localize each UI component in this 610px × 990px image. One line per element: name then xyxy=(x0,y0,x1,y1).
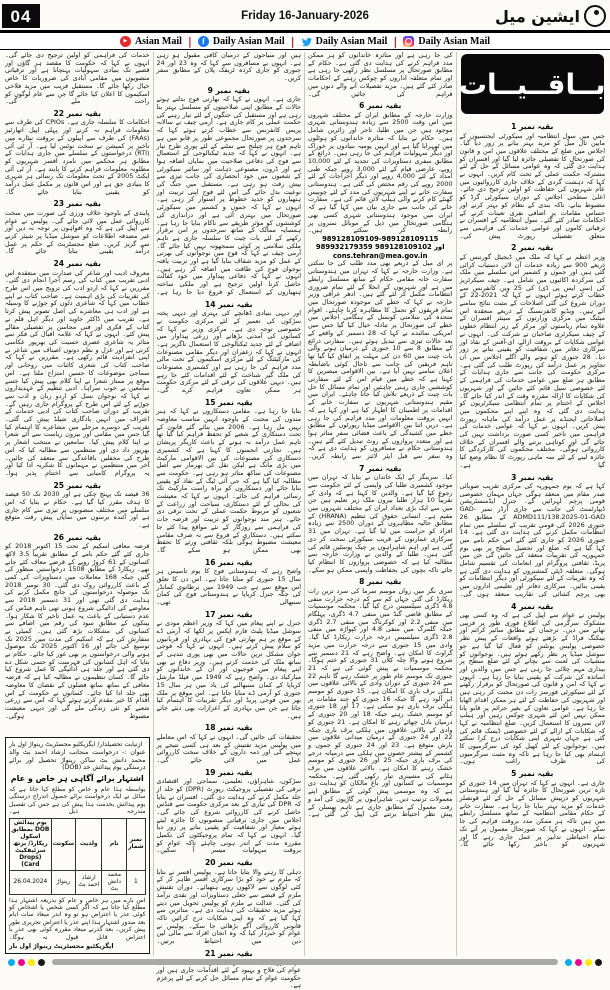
column-right xyxy=(457,52,609,956)
section-heading: بقیہ نمبر 19 xyxy=(205,767,253,777)
notice-intro: بواسطہ ہذا عام و خاص کو مطلع کیا جاتا ہے کہ سائل نے ایک درخواست برائے حصول اندراج درستگی یوم پیدائش بخدمت ہذا پیش کی ہے جس کی تفصیل مندرجہ ذیل ہے۔ xyxy=(9,785,146,816)
print-mark-dot xyxy=(28,959,35,966)
twitter-handle: Daily Asian Mail xyxy=(315,35,388,47)
body-text: سری نگر میں رواں موسم سرما کی سرد ترین رات ریکارڈ کی گئی جہاں کم سے کم درجہ حرارت منفی 4.8 ڈگری سیلسیس درج کیا گیا۔ محکمہ موسمیات کے مطابق قاضی گنڈ میں منفی 4.7 ڈگری، پہلگام میں منفی 2.2 اور کوکرناگ میں منفی 2.7 ڈگری جبکہ گلمرگ میں منفی 4.8 اور کپواڑہ میں منفی 2.8 ڈگری سیلسیس درجہ حرارت ریکارڈ کیا گیا۔ وادی میں 15 جنوری سے درجہ حرارت میں مزید گراوٹ کا امکان ہے۔ واضح رہے کہ 21 دسمبر سے شروع ہونے والا چلہ کلاں 31 جنوری کو ختم ہوگا۔ محکمہ موسمیات نے پیش گوئی کی ہے کہ 21 جنوری تک موسم عام طور پر خشک رہے گا تاہم 22 سے 24 جنوری کے دوران وادی کے بالائی علاقوں میں ہلکی برف باری کا امکان ہے۔ 15 جنوری کو موسم ابر آلود رہے گا جبکہ 16 جنوری کو چند مقامات پر ہلکی برف باری ہو سکتی ہے۔ 17 اور 18 جنوری کو موسم خشک رہنے جبکہ 18 اور 20 جنوری کے درمیان بادل چھائے رہنے کا امکان ہے۔ 21 جنوری کو وادی کے بالائی علاقوں میں ہلکی برف باری جبکہ 22 اور 24 جنوری کے درمیان میدانی علاقوں میں بارش متوقع ہے۔ 23 اور 24 جنوری کو جموں و کشمیر کے بیشتر حصوں میں ہلکی سے درمیانہ درجے کی برف باری جبکہ 25 اور 26 جنوری کو موسم خشک رہنے کا امکان ہے۔ بالائی علاقوں میں برف ہٹانے کی مشینری تیار رکھی گئی ہے۔ محکمہ موسمیات نے کسانوں اور باغ مالکان کو ہدایت دی ہے کہ وہ موسمی پیش گوئی کے مطابق اپنے معمولات ترتیب دیں۔ شاہراہوں پر گاڑیوں کی آمد و رفت معمول کے مطابق جاری ہے تاہم پھسلن کے پیش نظر احتیاط برتنے کی اپیل کی گئی ہے۔ xyxy=(308,586,453,819)
body-text: وزارت خارجہ کے مطابق ایران کے مختلف شہروں میں اس وقت 2500 سے زیادہ ہندوستانی شہری موجود ہیں جن میں طلبا، تاجر اور زائرین شامل ہیں۔ حکام نے بتایا کہ متاثرہ خاندانوں کو ہوٹلوں میں ٹھہرایا گیا ہے اور انہیں یومیہ بنیادوں پر خوراک اور دیگر سہولیات فراہم کی جا رہی ہیں۔ ذرائع کے مطابق سفری دستاویزات کی تجدید کے لئے 10,000 روپے، عارضی قیام کے لئے 3,000 روپے جبکہ طبی امداد کے لئے 4,000 روپے اور دیگر اخراجات کے لئے 2000 روپے کی رقم مختص کی گئی ہے۔ ہندوستانی سفارت خانے نے اپنے شہریوں کی مدد کے لئے چوبیس گھنٹے کام کرنے والی ہیلپ لائن قائم کی ہے۔ سفارت خانے کی جانب سے جاری بیان میں کہا گیا ہے کہ ایران میں موجود ہندوستانی شہری کسی بھی ہنگامی صورتحال میں ذیل کے موبائل نمبروں پر رابطہ کر سکتے ہیں۔ xyxy=(308,110,453,235)
notice-headline: اشتہار برائے آگاہی ہر خاص و عام xyxy=(10,774,144,784)
body-text: جاری ہے۔ انہوں نے کہا کہ تہران میں 14 جنوری کو تازہ ترین صورتحال کا جائزہ لیا گیا اور ہندوستانی شہریوں کو درپیش مسائل کے حل کے لئے قونصلر خدمات کو مزید بہتر بنایا جا رہا ہے۔ سفارت خانے کے حکام مقامی انتظامیہ کے ساتھ مسلسل رابطے میں ہیں تاکہ ہر ممکن مدد بروقت فراہم کی جا سکے۔ انہوں نے کہا کہ صورتحال معمول پر آنے تک تمام احتیاطی تدابیر پر عمل جاری رہے گا اور شہریوں کو باخبر رکھا جائے گا۔ xyxy=(459,778,605,849)
body-text: جس میں سول انتظامیہ اور سیکورٹی ایجنسیوں کے مابین تال میل کو مزید بہتر بنانے پر زور دیا گیا۔ اجلاس میں ضلع کے مختلف علاقوں میں امن و قانون کی صورتحال کا تفصیلی جائزہ لیا گیا اور افسران کو ہدایت دی گئی کہ وہ عوامی مسائل کے حل کے لئے مشترکہ حکمت عملی کے تحت کام کریں۔ انہوں نے کہا کہ دہشت گردی کے خلاف جاری کارروائیوں میں عام شہریوں کی حفاظت کو اولین ترجیح دی جائے۔ اعلیٰ سطحی اجلاس کے دوران سیکورٹی گرڈ کو مضبوط بنانے، ناکہ بندی کے نظام کو بہتر کرنے اور حساس مقامات پر اضافی نفری تعینات کرنے کے احکامات صادر کئے گئے۔ سول انتظامیہ کے افسران نے ترقیاتی کاموں اور عوامی خدمات کی فراہمی سے متعلق تفصیلی رپورٹ پیش کی۔ xyxy=(459,131,605,240)
social-bar xyxy=(0,33,610,49)
body-text: 989932179359 اور 989128109102 xyxy=(315,243,445,252)
body-text: احکامات کا سلسلہ جاری ہے۔ CPIOs کی طرف سے معلومات فراہم نہ کرنے اور پہلی اپیل اتھارٹیز (FAAs) کی طرف سے اپیلوں کے بروقت نپٹارے میں تاخیر پر کمیشن نے سخت نوٹس لیا ہے۔ آر ٹی آئی (RTI) درخواستوں کے سلسلے میں جاری ہدایات کے مطابق ہر محکمے میں نامزد افسر شہریوں کو مطلوبہ معلومات فراہم کرنے کا پابند ہے۔ آر ٹی آئی ایکٹ 2005 کے تحت معلومات تک رسائی ہر شہری کا بنیادی حق ہے اور اس قانون پر مکمل عمل درآمد کو یقینی بنایا جائے گا۔ xyxy=(5,118,150,196)
print-mark-dot xyxy=(585,959,592,966)
notice-body: اس بارے میں ہر خاص و عام کو بذریعہ اشتہار ہذا مطلع کیا جاتا ہے کہ اگر کسی شخص یا اشخاص کو کوئی عذر یا اعتراض ہو تو وہ اندر میعاد سات ایام بعد صدور اشتہار ہذا اپنے عذر یا اعتراض تحریری طور پیش کریں۔ بعد گذرنے میعاد مقررہ کوئی بھی عذر یا اعتراض قابل قبول نہ ہوگا۔ xyxy=(9,896,146,941)
youtube-icon: ▶ xyxy=(120,36,131,47)
column-right-text xyxy=(460,119,606,956)
section-heading: بقیہ نمبر 17 xyxy=(205,609,253,619)
newspaper-logo-text: ایشین میل xyxy=(495,6,580,26)
section-heading: بقیہ نمبر 26 xyxy=(53,532,101,542)
section-heading: بقیہ نمبر 24 xyxy=(53,259,101,269)
separator: | xyxy=(187,34,192,48)
body-text: کی جا رہی ہے اور متاثرہ خاندانوں کو ہر ممکن مدد فراہم کرنے کی ہدایت دی گئی ہے۔ حکام کے مطابق صورتحال پر مسلسل نظر رکھی جا رہی ہے اور تمام متعلقہ اداروں کو چوکس رہنے کے احکامات صادر کئے گئے ہیں۔ مزید تفصیلات آنے والے دنوں میں فراہم کی جائیں گی۔ xyxy=(308,51,453,98)
body-text: دہلی کا رہنے والا بتایا جاتا ہے۔ پولیس افسر نے بتایا کہ ملزم نے خود کو بڑا سرکاری افسر ظاہر کر کے کئی لوگوں سے لاکھوں روپے ہتھیائے۔ دوران تفتیش ملزم کے قبضے سے جعلی دستاویزات اور نقدی برآمد کی گئی۔ عدالت نے ملزم کو پولیس تحویل میں دیتے ہوئے مزید تحقیقات کی ہدایت دی ہے۔ متاثرین سے کہا گیا ہے کہ وہ اپنی شکایات درج کرائیں تاکہ قانونی کارروائی آگے بڑھائی جا سکے۔ پولیس نے عوام کو خبردار کیا کہ وہ انجان افراد سے مالی لین دین میں احتیاط برتیں۔ xyxy=(156,867,301,946)
body-text: واضح رہے کہ ہندوستانی فوج کا یوم تاسیس ہر سال 15 جنوری کو منایا جاتا ہے۔ اس دن کا تعلق اس موقع سے ہے جب 1949 میں برطانوی کمانڈر کی جگہ جنرل کریاپا نے ہندوستانی فوج کی کمان سنبھالی تھی۔ xyxy=(156,567,301,606)
section-heading: بقیہ نمبر 9 xyxy=(207,85,250,95)
separator: | xyxy=(393,34,398,48)
col-name: نام xyxy=(102,818,127,870)
youtube-handle: Asian Mail xyxy=(134,35,182,47)
notice-signature: ایگزیکٹیو مجسٹریٹ رینواڑ اول بار xyxy=(9,943,114,950)
print-mark-dot xyxy=(595,959,602,966)
baqiyat-section-header xyxy=(458,54,606,114)
body-text: معروف ادیب اور شاعر کی صدارت میں منعقدہ اس ادبی تقریب میں کتاب کی رسم اجرا انجام دی گئی۔ مقررین نے کہا کہ اردو ادب کی ترویج میں اس طرح کی تقریبات کی بڑی اہمیت ہے۔ صاحب کتاب نے اپنے خطاب میں کہا کہ شاعری دلوں کو جوڑنے کا وسیلہ ہے اور ادب ہی معاشرے کی اصل تصویر پیش کرتا ہے۔ تقریب میں ڈاکٹر جاوید اور دیگر اہل قلم نے کتاب کے فکری اور فنی محاسن پر تفصیلی مقالے پیش کئے۔ انہوں نے کہا کہ علامہ اقبال کی فکر سے متاثر یہ شاعری عصری حسیت کی بھرپور عکاسی کرتی ہے اور غزل و نظم دونوں اصناف میں شاعر نے اپنی انفرادیت قائم رکھی ہے۔ مقررین نے کہا کہ صاحب کتاب کی شعری کائنات میں روحانی اور سماجی موضوعات کا حسین امتزاج ملتا ہے۔ اس موقع پر ممتاز شعرا نے اپنا کلام بھی پیش کیا جسے سامعین نے خوب سراہا۔ ادبی تنظیم کے عہدیداروں نے کہا کہ نوجوان نسل کو اردو زبان و ادب سے جوڑنے کے لئے اس طرح کے پروگرام جاری رہیں گے۔ تقریب کے دوران صاحب کتاب کی ادبی خدمات کے اعتراف میں انہیں یادگاری شیلڈ پیش کی گئی۔ تقریب کے دوسرے مرحلے میں مشاعرے کا اہتمام کیا گیا جس میں مقامی اور بیرون ریاست سے آئے شعرا نے اپنا کلام پیش کیا۔ سامعین نے منتخب اشعار پر بھرپور داد دی اور منتظمین سے مطالبہ کیا کہ اس طرح کی محفلیں باقاعدگی سے منعقد کی جائیں۔ آخر میں منتظمین نے مہمانوں کا شکریہ ادا کیا اور یہ پروگرام کامیابی سے اختتام پذیر ہوا۔ xyxy=(5,268,150,477)
body-text: ہیں اور سیاحوں کے درمیان کافی مقبول ہو رہی ہے۔ انہوں نے مسافروں سے کہا کہ وہ 23 اور 24 جنوری کو جاری کردہ ٹریفک پلان کے مطابق سفر کریں۔ xyxy=(156,51,301,83)
cell-father: ارشاد احمد بٹ xyxy=(76,870,102,894)
body-text: جاری ہے۔ انہوں نے کہا کہ بھارتی فوج بدلتے ہوئے حالات کے مطابق اپنی صلاحیتوں کو مسلسل بہتر بنا رہی ہے اور مستقبل کی جنگوں کے لئے تیار رہنے کی حکمت عملی پر کام جاری ہے۔ آرمی چیف نے سالانہ پریس کانفرنس سے خطاب کرتے ہوئے کہا کہ سرحدوں پر صورتحال مجموعی طور پر قابو میں ہے تاہم فوج ہر چیلنج سے نمٹنے کے لئے پوری طرح تیار ہے۔ انہوں نے کہا کہ جدید ٹیکنالوجی کے استعمال سے فوج کی دفاعی صلاحیت میں نمایاں اضافہ ہوا ہے اور ڈرون، مصنوعی ذہانت اور سائبر سیکورٹی کے شعبوں میں خود انحصاری کی جانب تیزی سے پیش رفت ہو رہی ہے۔ مستقبل میں جنگ کی نوعیت بدل جائے گی اس لئے فوج اپنی تربیت اور ہتھیاروں کو جدید خطوط پر استوار کر رہی ہے۔ انہوں نے کہا کہ جموں و کشمیر میں سیکورٹی صورتحال میں بہتری آئی ہے اور دراندازی کی کوششوں کو مؤثر طریقے سے ناکام بنایا جا رہا ہے۔ ہمسایہ ممالک کے ساتھ سرحدوں پر امن برقرار رکھنے کے لئے بات چیت کا سلسلہ جاری ہے تاہم ملکی سلامتی پر کوئی سمجھوتہ نہیں کیا جائے گا۔ آرمی چیف نے کہا کہ فوج میں نوجوانوں کی بھرتی کے عمل کو مزید شفاف بنایا گیا ہے اور تربیت یافتہ نوجوان فوج کی طاقت میں اضافہ کر رہے ہیں۔ انہوں نے کہا کہ دفاعی پیداوار میں خود کفالت حاصل کرنا اولین ترجیح ہے اور ملکی ساختہ ہتھیاروں کے استعمال کو فروغ دیا جا رہا ہے۔ xyxy=(156,95,301,296)
instagram-icon xyxy=(403,36,414,47)
issue-date: Friday 16-January-2026 xyxy=(241,10,369,22)
column-left xyxy=(2,52,154,956)
cell-name: محمد دانش بٹ xyxy=(102,870,127,894)
notice-title-line: عنوان :- درخواست منجانب ارشاد احمد بٹ والد محمد دانش بٹ ساکن رینواڑ تحصیل اور برائے درستگی یوم پیدائش خد (DOB) xyxy=(9,749,146,772)
body-text: تحقیقات کی جائیں گی۔ انہوں نے کہا کہ اس معاملے میں پولیس مزید تفتیش کے بعد ہی کسی نتیجے پر پہنچے گی اور ذمہ داروں کے خلاف سخت کارروائی عمل میں لائی جائے گی۔ xyxy=(156,732,301,764)
notice-table xyxy=(9,818,146,895)
body-text: پولیس نے عوام سے اپیل کی ہے کہ وہ کسی بھی مشکوک سرگرمی کی اطلاع فوری طور پر قریبی تھانے میں دیں۔ ترجمان کے مطابق سائبر کرائم اور بینکنگ فراڈ کے بڑھتے ہوئے واقعات کے پیش نظر خصوصی پولیس یونٹس کو فعال کیا گیا ہے جو سوشل میڈیا پر نظر رکھے ہوئے ہیں۔ نوجوانوں کو منشیات کی لعنت سے بچانے کے لئے ضلع سطح پر بیداری مہم چلائی جا رہی ہے جس میں والدین اور اساتذہ کی شرکت کو یقینی بنایا جا رہا ہے۔ انہوں نے کہا کہ امن و قانون کی صورتحال کو برقرار رکھنے کے لئے سیکورٹی فورسز رات دن محنت کر رہی ہیں اور شہریوں کی حفاظت کے لئے ہر ممکن اقدام اٹھایا جا رہا ہے۔ عوامی تعاون کے بغیر جرائم پر قابو پانا ممکن نہیں اس لئے شہری چوکس رہیں اور ہیلپ لائن نمبروں کا استعمال کریں۔ ضلع انتظامیہ نے کہا کہ شکایات کے ازالے کے لئے خصوصی ڈیسک قائم کی گئی ہے جہاں شہری اپنی شکایات درج کرا سکتے ہیں۔ نوجوانوں کے لئے کھیل کود کی سرگرمیوں کا اہتمام بھی کیا جا رہا ہے تاکہ وہ مثبت سرگرمیوں کی طرف راغب ہوں۔ xyxy=(459,611,605,766)
notice-office-line: ازنیابت تحصیلدار/ ایگزیکٹیو مجسٹریٹ رینواڑ اول بار xyxy=(9,741,143,749)
cell-serial: 1 xyxy=(127,870,145,894)
section-heading: بقیہ نمبر 4 xyxy=(511,601,554,611)
column-mid-left-text xyxy=(157,52,302,990)
body-text: کیا۔ سرینگر کے ایک خاندان نے بتایا کہ تہران میں موجود کشمیری طلبا کی واپسی کے لئے حکومت سے رجوع کیا گیا ہے۔ والدین کا کہنا ہے کہ وادی کے تقریباً 10 ہزار طلبا بیرون ملک زیر تعلیم ہیں جن میں سے ایک بڑی تعداد ایران کے مختلف شہروں میں مقیم ہے۔ انسانی حقوق کی تنظیم (HRANA) کے مطابق حالیہ مظاہروں کے دوران 2500 سے زیادہ افراد کو حراست میں لیا گیا ہے۔ تہران میں 31 سرکاری عمارتوں کے قریب سیکورٹی سخت کر دی گئی ہے اور اہم شاہراہوں پر چیک پوسٹیں قائم کی گئی ہیں۔ طلبا کے والدین نے وزارت خارجہ سے مطالبہ کیا ہے کہ خصوصی پروازوں کا انتظام کیا جائے تاکہ بچوں کی بحفاظت واپسی ممکن ہو سکے۔ xyxy=(308,473,453,574)
column-mid-left xyxy=(154,51,306,990)
body-text: 989128109109-989128109115 xyxy=(322,234,439,243)
body-text: وزیر اعظم نے کہا کہ ملک میں ڈیجیٹل گورننس کے ذریعے 900 سے زیادہ خدمات آن لائن دستیاب کرائی گئی ہیں اور جموں و کشمیر اس سلسلے میں ملک کی سرکردہ اکائیوں میں شامل ہے۔ چیف سیکرٹریز کی (سی ایس پی ڈی) کی 25 ویں کانفرنس سے خطاب کرتے ہوئے انہوں نے کہا کہ 2021-22 کے دوران شروع کی گئی اصلاحات کے مثبت نتائج سامنے آئے ہیں۔ ویڈیو کانفرنسنگ کے ذریعے منعقدہ اس میٹنگ میں مرکزی وزارتوں کے سینئر افسران کے علاوہ تمام ریاستوں اور مرکز کے زیر انتظام خطوں کے چیف سیکرٹری صاحبان نے شرکت کی۔ انہوں نے عوامی شکایات کے بروقت ازالے، ای-آفس کے نفاذ اور سرکاری دفاتر میں شفافیت کو یقینی بنانے پر زور دیا۔ 28 جنوری کو ہونے والے اگلے اجلاس میں ان تجاویز پر عمل درآمد کی رپورٹ طلب کی گئی ہے۔ مرکزی حکومت کی جانب سے جاری ہدایات کے مطابق ہر ضلع میں عوامی خدمات کی فراہمی کے لئے خصوصی سیل قائم کئے جائیں گے اور شہریوں کی شکایات کا ازالہ مقررہ وقت کے اندر کیا جائے گا۔ اجلاس کے اختتام پر تمام انتظامی سیکرٹریوں کو ہدایت دی گئی کہ وہ اپنے اپنے محکموں میں اصلاحاتی ایجنڈے پر عمل درآمد کی ماہانہ رپورٹ پیش کریں۔ انہوں نے کہا کہ عوامی خدمات کی فراہمی میں تاخیر کسی صورت برداشت نہیں کی جائے گی اور کوتاہی برتنے والے افسران کے خلاف کارروائی ہوگی۔ مختلف محکموں کی کارکردگی کا جائزہ لینے کے لئے سہ ماہی رپورٹ کا نظام وضع کیا گیا ہے۔ xyxy=(459,252,606,469)
newspaper-logo xyxy=(495,5,606,27)
print-mark-dot xyxy=(18,959,25,966)
section-heading: بقیہ نمبر 23 xyxy=(53,199,101,209)
print-mark-dot xyxy=(565,959,572,966)
body-text: بتایا جا رہا ہے۔ مقامی دستکاروں نے کہا کہ ہنر مندوں کی محنت کے باوجود انہیں مناسب معاوضہ نہیں مل رہا ہے۔ 2006 میں بنائے گئے قانون کے تحت دستکاری کے شعبے کو تحفظ فراہم کیا گیا تھا تاہم عمل درآمد نہ ہونے کے باعث کاریگر پریشان ہیں۔ تجارتی انجمنوں کا کہنا ہے کہ کشمیری دستکاری کی مصنوعات کی بین الاقوامی مارکیٹ میں بڑی مانگ ہے لیکن نقل کی بھرمار سے اصل مصنوعات کی ساکھ متاثر ہو رہی ہے۔ حکومت سے مطالبہ کیا گیا ہے کہ جی آئی ٹیگ کے نفاذ کو یقینی بنایا جائے اور دستکاروں کو براہ راست مارکیٹ تک رسائی فراہم کی جائے۔ انہوں نے کہا کہ معیشت کی بحالی کے لئے دستکاری، سیاحت اور زراعت کے شعبوں کو مربوط حکمت عملی کے تحت ترقی دی جائے۔ ہنر مند نوجوانوں کو تربیت اور قرضہ جات کی فراہمی سے روزگار کے نئے مواقع پیدا کئے جا سکتے ہیں۔ دستکاری کے فروغ سے نہ صرف مقامی معیشت مضبوط ہوگی بلکہ ثقافتی ورثے کا تحفظ بھی ممکن ہو سکے گا۔ xyxy=(156,407,301,554)
instagram-handle: Daily Asian Mail xyxy=(418,35,491,47)
print-mark-dot xyxy=(8,959,15,966)
cell-dob: 26.04.2024 xyxy=(10,870,52,894)
section-heading: بقیہ نمبر 6 xyxy=(359,101,402,111)
body-text: کہا ہے کہ یوم جمہوریہ کی مرکزی تقریب صوبائی صدر مقام میں منعقد ہوگی جہاں مہمان خصوصی قومی پرچم لہرائیں گے۔ جنرل ایڈمنسٹریشن ڈیپارٹمنٹ کی جانب سے جاری آرڈر نمبر GAD-ADMD111/138.2025-01-GAD کے مطابق 26 جنوری 2026 کی قومی تقریب کے سلسلے میں تمام انتظامات مکمل کرنے کی ہدایت دی گئی ہے۔ 14 جنوری 2026 کو جاری کئے گئے اس حکم نامے میں کہا گیا ہے کہ ضلع اور تحصیل سطح پر بھی یوم جمہوریہ کی تقریبات منعقد کی جائیں گی جن میں پریڈ، ثقافتی پروگرام اور انعامات کی تقسیم شامل ہوگی۔ متعلقہ ڈپٹی کمشنروں کو ہدایت دی گئی ہے کہ وہ تقریبات کے لئے سیکورٹی اور دیگر انتظامات کو یقینی بنائیں۔ سرکاری دفاتر اور تعلیمی اداروں میں بھی پرچم کشائی کی تقاریب منعقد ہوں گی۔ xyxy=(459,482,605,598)
notice-table-row xyxy=(10,870,146,894)
col-serial: نمبر شمار xyxy=(127,818,145,870)
section-heading: بقیہ نمبر 8 xyxy=(359,577,402,587)
separator: | xyxy=(290,34,295,48)
twitter-icon xyxy=(301,36,312,47)
content-columns xyxy=(0,50,610,990)
print-mark-dot xyxy=(38,959,45,966)
notice-table-header-row xyxy=(10,818,146,870)
print-gray-bar xyxy=(52,959,558,965)
section-heading: بقیہ نمبر 5 xyxy=(511,769,554,779)
print-mark-dot xyxy=(575,959,582,966)
legal-notice-box xyxy=(5,737,150,954)
column-mid-right-text xyxy=(308,52,453,956)
column-mid-right xyxy=(305,52,457,956)
section-heading: بقیہ نمبر 1 xyxy=(511,122,554,131)
column-left-text xyxy=(5,52,150,733)
baqiyat-title: بــاقــیــات xyxy=(458,67,606,101)
print-registration-strip xyxy=(0,956,610,972)
masthead xyxy=(0,0,610,30)
body-text: سڑکوں، شاہراؤں، تعلیمی، سماجی اور اقتصادی ترقی کی تفصیلی پروجیکٹ رپورٹ (DPR) کو جلد از جلد مکمل کرنے کی ہدایت دی گئی۔ افسران نے بتایا کہ DPR کی تیاری کے بعد مرکزی حکومت سے فنڈس حاصل کرنے کی کارروائی شروع کی جائے گی۔ اجلاس میں جاری ترقیاتی منصوبوں کا جائزہ لیتے ہوئے معیار اور شفافیت کو یقینی بنانے پر زور دیا گیا۔ انہوں نے کہا کہ تمام پروجیکٹوں کی تکمیل مقررہ مدت کے اندر ہونی چاہئے تاکہ عوام کو بروقت سہولیات میسر آ سکیں۔ xyxy=(156,777,301,855)
col-father: ولدیت xyxy=(76,818,102,870)
page-number: 04 xyxy=(2,4,40,28)
body-text: 36 فیصد تک پہنچ چکی ہے اور 2030 تک 50 فیصد کا ہدف مقرر کیا گیا ہے۔ حکام نے بتایا کہ اس سلسلے میں مختلف منصوبوں پر تیزی سے کام جاری ہے اور آئندہ برسوں میں نمایاں پیش رفت متوقع ہے۔ xyxy=(5,490,150,529)
col-residence: سکونت xyxy=(51,818,75,870)
body-text: پابندی کے باوجود خلاف ورزی کی صورت میں سخت کارروائی عمل میں لائی جائے گی۔ پولیس نے عوام سے اپیل کی ہے کہ وہ افواہوں پر توجہ نہ دیں اور غیر مصدقہ اطلاعات کو سوشل میڈیا پر شیئر کرنے سے گریز کریں۔ ضلع مجسٹریٹ کے حکم پر عمل درآمد یقینی بنایا جائے گا۔ xyxy=(5,208,150,256)
body-text: cons.tehran@mea.gov.in xyxy=(333,251,428,260)
section-heading: بقیہ نمبر 2 xyxy=(511,243,554,253)
col-dob: یوم پیدائش DOB بمطابق اسکول ریکارڈ/ برتھ سرٹیفکیٹ (Drops Card) xyxy=(10,818,52,870)
section-heading: بقیہ نمبر 14 xyxy=(205,299,253,309)
body-text: اور دیہی بنیادی ڈھانچے کی بہتری اور دیہی پختہ سڑکوں کی تعمیر کے لئے مرکزی حکومت نے خصوصی توجہ دی ہے۔ مرکزی وزیر نے کہا کہ کسانوں کی آمدنی بڑھانے اور زرعی پیداوار میں اضافے کے لئے جدید ٹیکنالوجی کا استعمال ناگزیر ہے۔ انہوں نے کہا کہ زعفران اور دیگر مقامی مصنوعات کی مارکیٹنگ کے لئے مرکزی اسکیموں کے تحت مالی مدد فراہم کی جا رہی ہے اور کشمیری مصنوعات کی ملک گیر شناخت کے لئے اقدامات کئے جا رہے ہیں۔ دیہی علاقوں کی ترقی کے لئے مرکزی حکومت ہر ممکن تعاون فراہم کرے گی۔ xyxy=(156,309,301,395)
section-heading: بقیہ نمبر 18 xyxy=(205,723,253,733)
facebook-handle: Daily Asian Mail xyxy=(212,35,285,47)
section-heading: بقیہ نمبر 16 xyxy=(205,557,253,567)
body-text: عوام کی فلاح و بہبود کے لئے اقدامات جاری ہیں اور حکومت عوام کے تمام مسائل حل کرنے کے لئے پرعزم ہے۔ xyxy=(156,965,301,990)
cell-residence: رینواڑ xyxy=(51,870,75,894)
section-heading: بقیہ نمبر 25 xyxy=(53,480,101,490)
section-heading: بقیہ نمبر 20 xyxy=(205,858,253,868)
section-heading: بقیہ نمبر 7 xyxy=(359,463,402,473)
body-text: جنرل نے اپنے پیغام میں کہا کہ وزیر اعظم مودی نے سوشل میڈیا پلیٹ فارم ایکس پر لکھا کہ آرمی ڈے کے موقع پر ہم بھارتی فوج کی بہادری اور قربانیوں کو سلام پیش کرتے ہیں۔ انہوں نے کہا کہ فوجی جوان مشکل ترین حالات میں بھی پوری تندہی کے ساتھ ملک کی خدمت کرتے ہیں۔ وزیر دفاع نے بھی اپنے پیغام میں فوجیوں اور ان کے خاندانوں کو مبارکباد دی۔ واضح رہے کہ 1949 میں فیلڈ مارشل کریاپا کے کمان سنبھالنے کی یاد میں ہر سال 15 جنوری کو آرمی ڈے منایا جاتا ہے۔ اس موقع پر ملک بھر میں فوجی پریڈ اور دیگر تقریبات کا اہتمام کیا جاتا ہے جن میں بہادری کے اعزازات بھی دیئے جاتے ہیں۔ xyxy=(156,619,301,720)
facebook-icon: f xyxy=(198,36,209,47)
section-heading: بقیہ نمبر 15 xyxy=(205,397,253,407)
body-text: خدمات کی فراہمی کو اولین ترجیح دی جائے گی۔ انہوں نے کہا کہ حکومت کا مقصد ہر گاؤں اور قصبے تک بنیادی سہولیات پہنچانا ہے اور ترقیاتی منصوبوں میں مقامی آبادی کی ضروریات کا خاص خیال رکھا جائے گا۔ مستقبل قریب میں مزید فلاحی اسکیموں کا اعلان کیا جائے گا جن سے عام لوگوں کو راحت ملے گی۔ xyxy=(5,51,150,106)
section-heading: بقیہ نمبر 3 xyxy=(511,472,554,482)
body-text: پر ای میل کے ذریعے بھی مدد طلب کی جا سکتی ہے۔ وزارت خارجہ نے کہا کہ تہران میں ہندوستانی سفارت خانہ مقامی حکام کے ساتھ مسلسل رابطے میں ہے اور شہریوں کے انخلا کے لئے تمام ضروری انتظامات مکمل کر لئے گئے ہیں۔ ادھر عراقی وزیر خارجہ نے کہا کہ خطے کی موجودہ صورتحال میں تمام فریقوں کو تحمل کا مظاہرہ کرنا چاہئے۔ اقوام متحدہ کی سلامتی کونسل کے ہنگامی اجلاس میں خطے کی صورتحال پر تبادلہ خیال کیا گیا جس میں امریکی نمائندے نے کہا کہ 28 دسمبر کے واقعے کے بعد حالات تیزی سے تبدیل ہوئے ہیں۔ سفارتی ذرائع کے مطابق 8 سے 10 جنوری کے درمیان ہونے والی بات چیت میں 60 دن کی مہلت پر اتفاق کیا گیا تھا تاہم فریقین کی جانب سے تاحال کوئی باضابطہ اعلان سامنے نہیں آیا ہے۔ بین الاقوامی مبصرین کا کہنا ہے کہ خطے میں قیام امن کے لئے سفارتی کوششیں جاری رہنی چاہئیں اور تمام مسائل کا حل بات چیت کے ذریعے تلاش کیا جانا چاہئے۔ ایران میں مقیم ہندوستانی شہریوں نے سفارت خانے کے اقدامات پر اطمینان کا اظہار کیا ہے اور کہا ہے کہ انہیں بروقت معلومات اور مدد فراہم کی جا رہی ہے۔ دریں اثنا بین الاقوامی میڈیا رپورٹوں کے مطابق خطے میں کشیدگی کے باعث فضائی سفر متاثر ہوا ہے اور متعدد پروازوں کے روٹ تبدیل کئے گئے ہیں۔ ہندوستانی حکام نے مسافروں کو ہدایت دی ہے کہ وہ سفر سے قبل ایئر لائنز سے رابطہ کریں۔ xyxy=(308,259,453,461)
section-heading: بقیہ نمبر 21 xyxy=(205,948,253,958)
section-heading: بقیہ نمبر 22 xyxy=(53,108,101,118)
logo-emblem-icon xyxy=(584,5,606,27)
body-text: قرضہ معافی اسکیم کے تحت 15 اکتوبر 2018 کو جاری کئے گئے حکم نامے کے مطابق تقریباً 3.5 لاکھ کسانوں کے 61 کروڑ روپے کے قرضے معاف کئے جانے تھے۔ ریکارڈ کے مطابق 1508 درخواستیں منظور کی گئیں جبکہ 168 معاملات میں دستاویزات کی کمی کے باعث کارروائی روک دی گئی۔ 30 نومبر 2018 تک موصولہ درخواستوں کی جانچ مکمل کرنے کی ہدایت دی گئی تھی اور 31 دسمبر 2018 سے معاوضے کی ادائیگی شروع ہونی تھی تاہم فنڈس کی عدم دستیابی کے باعث یہ عمل تاخیر کا شکار ہوا۔ بینکوں کے مطابق سود کی رقم میں اضافے سے کسانوں کی مشکلات بڑھ گئی ہیں۔ کمیٹی نے سفارش کی ہے کہ اسکیم کی مدت میں 2025 تک توسیع کی جائے اور 16 اکتوبر 2025 تک موصول ہونے والی درخواستوں پر بھی غور کیا جائے۔ حکام نے بتایا کہ اہل کسانوں کی فہرست کو حتمی شکل دے دی گئی ہے اور جلد ہی ادائیگی کا عمل شروع کیا جائے گا۔ کسان تنظیموں نے مطالبہ کیا ہے کہ قرضہ معافی کے ساتھ ساتھ فصلوں کے نقصان کا معاوضہ بھی جلد ادا کیا جائے۔ کسانوں نے حکومت کے اس اقدام کا خیر مقدم کرتے ہوئے کہا کہ اس سے زرعی شعبے کو نئی زندگی ملے گی اور دیہی معیشت مضبوط ہوگی۔ xyxy=(4,542,150,720)
